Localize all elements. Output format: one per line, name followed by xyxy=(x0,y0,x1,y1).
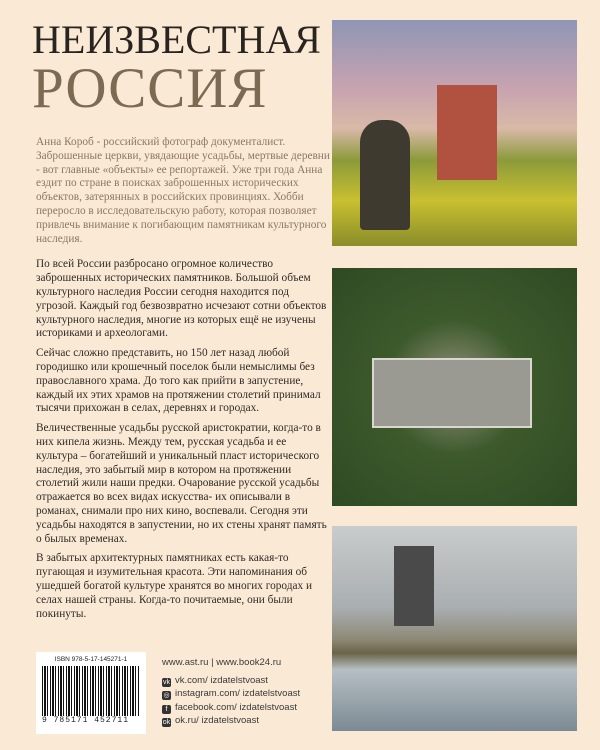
church-shape xyxy=(437,85,497,180)
photo-windmill xyxy=(332,526,577,731)
social-link-text: vk.com/ izdatelstvoast xyxy=(175,674,268,686)
vk-icon: vk xyxy=(163,678,170,686)
social-facebook[interactable] xyxy=(162,701,300,715)
barcode xyxy=(36,652,146,734)
website-links[interactable]: www.ast.ru | www.book24.ru xyxy=(162,657,282,668)
ok-icon: ok xyxy=(162,719,171,726)
paragraph-4: В забытых архитектурных памятниках есть какая-то пугающая и изумительная красота. Эти напоминания об ушедшей богатой культуре хранятся во многих городах и селах нашей страны. Когда-то почитаемые, они были покинуты. xyxy=(36,552,313,620)
barcode-number: 9 785171 452711 xyxy=(42,716,130,725)
isbn: ISBN 978-5-17-145271-1 xyxy=(54,656,128,663)
windmill-shape xyxy=(394,546,434,626)
social-link-text: facebook.com/ izdatelstvoast xyxy=(175,701,297,713)
author-intro: Анна Короб - российский фотограф документалист. Заброшенные церкви, увядающие усадьбы, мертвые деревни - вот главные «объекты» ее репортажей. Уже три года Анна ездит по стране в поисках заброшенных исторических объектов, затерянных в российских провинциях. Хобби переросло в исследовательскую работу, которая позволяет привлечь внимание к погибающим памятникам культурного наследия. xyxy=(36,136,330,245)
paragraph-1: По всей России разбросано огромное количество заброшенных исторических памятников. Большой объем культурного наследия России сегодня находится под угрозой. Каждый год безвозвратно исчезают сотни объектов культурного наследия, многие из которых ещё не изучены историками и археологами. xyxy=(36,258,327,340)
publisher-links xyxy=(162,656,300,728)
title-line-1: НЕИЗВЕСТНАЯ xyxy=(32,17,321,62)
paragraph-2: Сейчас сложно представить, но 150 лет назад любой городишко или крошечный поселок были немыслимы без православного храма. До того как прийти в запустение, каждый их этих храмов на протяжении столетий принимал тысячи прихожан в селах, деревнях и городах. xyxy=(36,347,321,415)
social-link-text: instagram.com/ izdatelstvoast xyxy=(175,688,301,699)
photo-church-photographer xyxy=(332,20,577,246)
photo-aerial-manor xyxy=(332,268,577,506)
barcode-bars xyxy=(42,666,140,716)
manor-shape xyxy=(372,358,532,428)
social-instagram[interactable] xyxy=(162,687,300,701)
photographer-shape xyxy=(360,120,410,230)
paragraph-3: Величественные усадьбы русской аристократии, когда-то в них кипела жизнь. Между тем, русская усадьба и ее культура – богатейший и уникальный пласт исторического наследия, это забытый мир в котором на протяжении столетий жили наши предки. Очарование русской усадьбы отражается во всех видах искусства- их описывали в романах, снимали про них кино, воспевали. Сегодня эти усадьбы находятся в запустении, но их стены хранят память о былых временах. xyxy=(36,422,327,545)
facebook-icon: f xyxy=(162,705,171,714)
social-ok[interactable] xyxy=(162,714,300,728)
social-vk[interactable] xyxy=(162,674,300,688)
text-column xyxy=(36,136,330,627)
instagram-icon: ◎ xyxy=(163,692,170,699)
social-link-text: ok.ru/ izdatelstvoast xyxy=(175,715,259,726)
title-line-2: РОССИЯ xyxy=(32,57,268,120)
